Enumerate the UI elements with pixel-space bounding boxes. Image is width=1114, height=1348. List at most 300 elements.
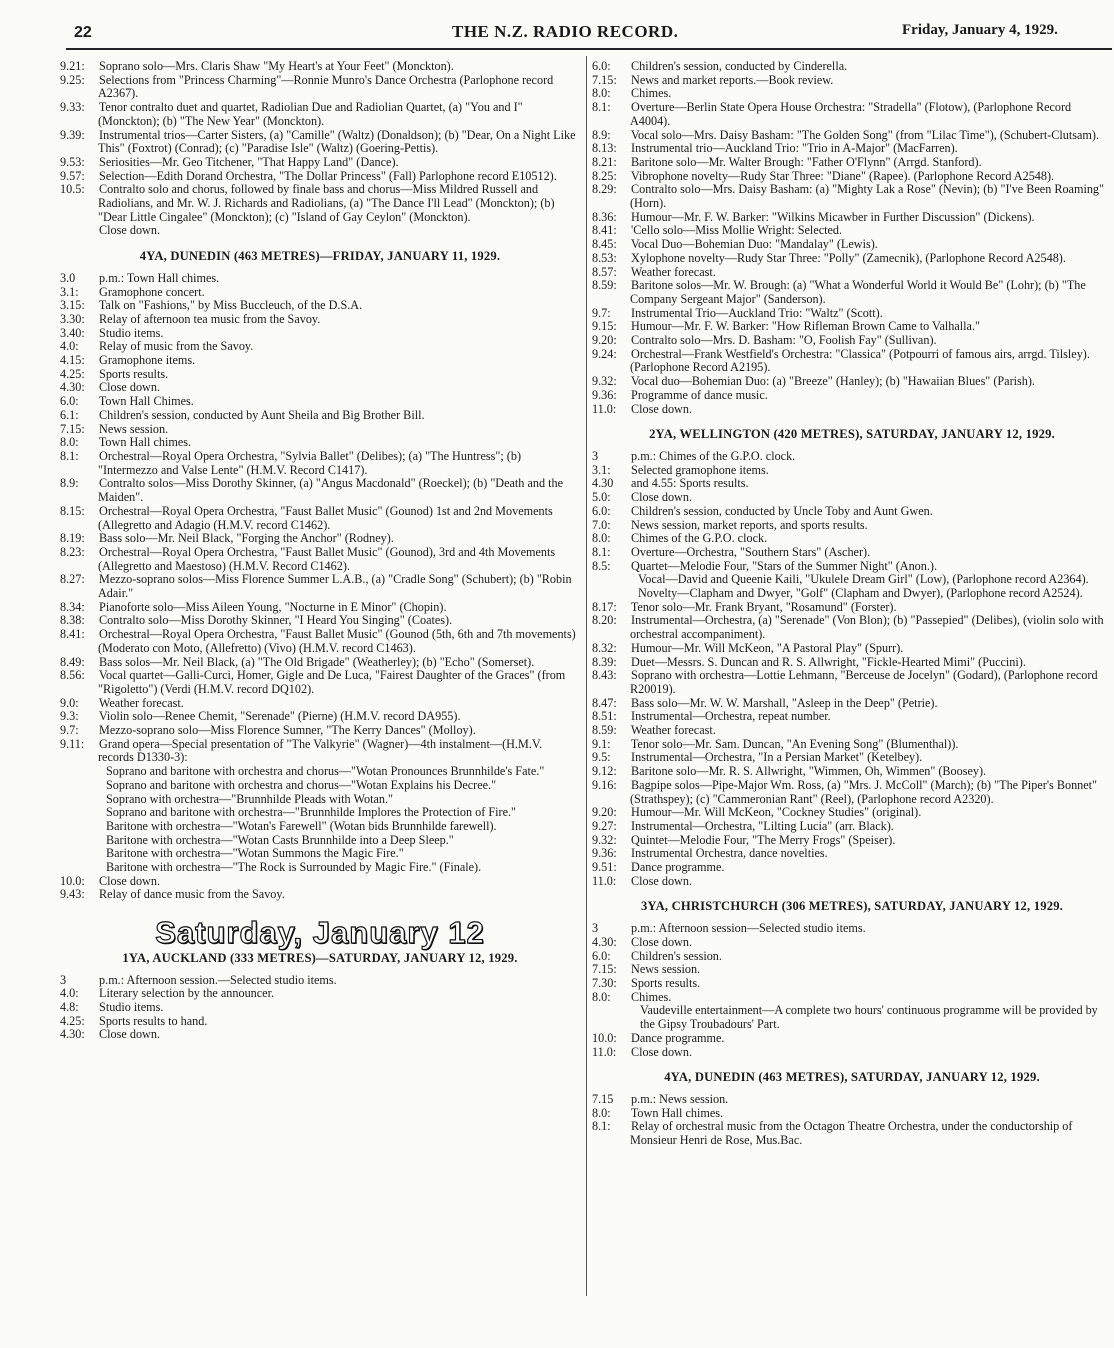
entry-time: 4.30: bbox=[60, 380, 85, 395]
entry-text: Selected gramophone items. bbox=[631, 462, 769, 477]
entry-text: Orchestral—Frank Westfield's Orchestra: "Classica" (Potpourri of famous airs, arrgd. Tilsley). (Parlophone Record A2195). bbox=[630, 346, 1090, 375]
entry-text: Chimes. bbox=[631, 989, 672, 1004]
programme-entry bbox=[60, 340, 580, 354]
entry-time: 9.20: bbox=[592, 805, 617, 820]
programme-entry bbox=[592, 129, 1112, 143]
programme-entry bbox=[60, 1001, 580, 1015]
entry-text: Contralto solo—Mrs. Daisy Basham: (a) "Mighty Lak a Rose" (Nevin); (b) "I've Been Roaming" (Horn). bbox=[630, 182, 1104, 211]
entry-time: 9.36: bbox=[592, 387, 617, 402]
programme-entry bbox=[592, 477, 1112, 491]
entry-text: Humour—Mr. Will McKeon, "A Pastoral Play" (Spurr). bbox=[631, 640, 904, 655]
entry-text: Contralto solo—Miss Dorothy Skinner, "I Heard You Singing" (Coates). bbox=[99, 613, 453, 628]
programme-entry bbox=[592, 1093, 1112, 1107]
entry-time: 5.0: bbox=[592, 490, 611, 505]
programme-entry bbox=[60, 156, 580, 170]
entry-time: 4.30: bbox=[60, 1027, 85, 1042]
entry-time: 4.15: bbox=[60, 353, 85, 368]
entry-time: 8.1: bbox=[592, 100, 611, 115]
programme-entry bbox=[592, 950, 1112, 964]
programme-entry bbox=[592, 252, 1112, 266]
entry-time: 8.19: bbox=[60, 531, 85, 546]
entry-time: 9.7: bbox=[592, 305, 611, 320]
programme-entry bbox=[60, 409, 580, 423]
entry-text: Soprano solo—Mrs. Claris Shaw "My Heart's at Your Feet" (Monckton). bbox=[99, 59, 454, 73]
programme-entry bbox=[60, 313, 580, 327]
programme-entry bbox=[592, 87, 1112, 101]
programme-entry bbox=[60, 60, 580, 74]
entry-text: Close down. bbox=[99, 380, 160, 395]
programme-entry bbox=[60, 505, 580, 532]
programme-entry bbox=[60, 327, 580, 341]
entry-time: 7.15: bbox=[592, 72, 617, 87]
entry-text: Close down. bbox=[631, 934, 692, 949]
entry-text: Vibrophone novelty—Rudy Star Three: "Diane" (Rapee). (Parlophone Record A2548). bbox=[630, 168, 1055, 183]
entry-time: 8.15: bbox=[60, 503, 85, 518]
programme-entry bbox=[592, 546, 1112, 560]
entry-text: Instrumental—Orchestra, (a) "Serenade" (Von Blon); (b) "Passepied" (Delibes), (violin solo with orchestral accompaniment). bbox=[630, 613, 1104, 642]
entry-text: Orchestral—Royal Opera Orchestra, "Faust Ballet Music" (Gounod (5th, 6th and 7th movements) (Moderato con Moto, (Allefretto) (Vivo) (H.M.V. record C1463). bbox=[98, 627, 576, 655]
entry-text: Vocal Duo—Bohemian Duo: "Mandalay" (Lewis). bbox=[630, 237, 878, 252]
entry-time: 8.59: bbox=[592, 723, 617, 738]
entry-text: Weather forecast. bbox=[630, 264, 716, 279]
programme-entry bbox=[60, 129, 580, 156]
programme-entry bbox=[60, 423, 580, 437]
sub-entry: Baritone with orchestra—"Wotan Casts Brunnhilde into a Deep Sleep." bbox=[106, 832, 454, 847]
entry-text: Sports results. bbox=[99, 366, 169, 381]
page-header bbox=[0, 0, 1114, 46]
entry-time: 4.30 bbox=[592, 476, 614, 491]
entry-text: Children's session, conducted by Cinderella. bbox=[631, 59, 848, 73]
entry-time: 8.41: bbox=[60, 627, 85, 642]
entry-time: 11.0: bbox=[592, 873, 617, 888]
programme-entry bbox=[592, 710, 1112, 724]
entry-text: Close down. bbox=[631, 1044, 692, 1059]
entry-text: News session, market reports, and sports results. bbox=[631, 517, 868, 532]
entry-time: 9.24: bbox=[592, 346, 617, 361]
programme-entry bbox=[592, 156, 1112, 170]
entry-text: Children's session. bbox=[631, 948, 722, 963]
left-column bbox=[60, 60, 580, 1042]
programme-list bbox=[60, 60, 580, 238]
programme-entry bbox=[592, 375, 1112, 389]
entry-text: Mezzo-soprano solos—Miss Florence Summer L.A.B., (a) "Cradle Song" (Schubert); (b) "Robin Adair." bbox=[98, 572, 572, 601]
quartet-items bbox=[592, 573, 1112, 600]
programme-list bbox=[592, 450, 1112, 573]
entry-time: 8.1: bbox=[60, 448, 79, 463]
programme-entry bbox=[592, 861, 1112, 875]
entry-time: 9.1: bbox=[592, 736, 611, 751]
programme-entry bbox=[592, 320, 1112, 334]
entry-time: 9.53: bbox=[60, 154, 85, 169]
entry-text: News session. bbox=[631, 962, 701, 977]
entry-time: 9.32: bbox=[592, 374, 617, 389]
entry-text: Chimes. bbox=[631, 86, 672, 101]
entry-text: Town Hall chimes. bbox=[630, 1105, 724, 1120]
entry-text: Children's session, conducted by Uncle Toby and Aunt Gwen. bbox=[631, 503, 933, 518]
entry-text: Tenor solo—Mr. Sam. Duncan, "An Evening Song" (Blumenthal)). bbox=[630, 736, 959, 751]
entry-time: 7.15 bbox=[592, 1091, 614, 1106]
day-heading: Saturday, January 12 bbox=[155, 915, 485, 951]
programme-entry bbox=[592, 834, 1112, 848]
entry-time: 7.15: bbox=[60, 421, 85, 436]
entry-time: 8.27: bbox=[60, 572, 85, 587]
entry-text: Contralto solo and chorus, followed by finale bass and chorus—Miss Mildred Russell and Radiolians, and Mr. W. J. Richards and Radiolians, (a) "The Dance I'll Lead" (Monckton); (b) "Dear Little Cingalee" (Monckton); (c) "Island of Gay Ceylon" (Monckton). bbox=[98, 182, 555, 224]
station-heading: 4YA, DUNEDIN (463 METRES)—FRIDAY, JANUARY 11, 1929. bbox=[139, 249, 501, 264]
entry-text: Talk on "Fashions," by Miss Buccleuch, of the D.S.A. bbox=[98, 298, 363, 313]
entry-text: Relay of afternoon tea music from the Savoy. bbox=[99, 311, 321, 326]
header-rule bbox=[66, 48, 1112, 50]
entry-time: 6.0: bbox=[592, 503, 611, 518]
programme-entry bbox=[592, 751, 1112, 765]
sub-entry: Novelty—Clapham and Dwyer, "Golf" (Clapham and Dwyer), (Parlophone record A2524). bbox=[638, 586, 1083, 601]
programme-entry bbox=[60, 974, 580, 988]
entry-text: Baritone solo—Mr. R. S. Allwright, "Wimmen, Oh, Wimmen" (Boosey). bbox=[631, 764, 987, 779]
entry-text: Tenor solo—Mr. Frank Bryant, "Rosamund" (Forster). bbox=[630, 599, 897, 614]
programme-entry bbox=[60, 601, 580, 615]
programme-list bbox=[592, 1093, 1112, 1148]
entry-text: Contralto solo—Mrs. D. Basham: "O, Foolish Fay" (Sullivan). bbox=[631, 333, 937, 348]
entry-text: Orchestral—Royal Opera Orchestra, "Faust Ballet Music" (Gounod) 1st and 2nd Movements (Allegretto and Adagio (H.M.V. record C1462). bbox=[98, 503, 553, 532]
programme-entry bbox=[60, 477, 580, 504]
opera-items bbox=[60, 765, 580, 875]
entry-text: Close down. bbox=[99, 1027, 160, 1042]
entry-time: 9.51: bbox=[592, 860, 617, 875]
entry-text: Quintet—Melodie Four, "The Merry Frogs" (Speiser). bbox=[631, 832, 896, 847]
programme-entry bbox=[60, 710, 580, 724]
programme-entry bbox=[60, 450, 580, 477]
entry-time: 11.0: bbox=[592, 401, 617, 416]
station-heading: 2YA, WELLINGTON (420 METRES), SATURDAY, JANUARY 12, 1929. bbox=[649, 427, 1055, 442]
entry-time: 8.39: bbox=[592, 654, 617, 669]
entry-text: Overture—Orchestra, "Southern Stars" (Ascher). bbox=[631, 544, 871, 559]
programme-list bbox=[592, 60, 1112, 416]
entry-text: Dance programme. bbox=[631, 860, 725, 875]
entry-text: Weather forecast. bbox=[98, 695, 184, 710]
entry-time: 8.57: bbox=[592, 264, 617, 279]
entry-text: Humour—Mr. F. W. Barker: "Wilkins Micawber in Further Discussion" (Dickens). bbox=[631, 209, 1035, 224]
entry-text: Instrumental Trio—Auckland Trio: "Waltz" (Scott). bbox=[631, 305, 883, 320]
entry-time: 8.38: bbox=[60, 613, 85, 628]
programme-entry bbox=[60, 573, 580, 600]
programme-entry bbox=[592, 806, 1112, 820]
programme-entry bbox=[592, 491, 1112, 505]
programme-entry bbox=[60, 183, 580, 224]
entry-time: 3.15: bbox=[60, 298, 85, 313]
entry-text: Soprano with orchestra—Lottie Lehmann, "Berceuse de Jocelyn" (Godard), (Parlophone record R20019). bbox=[630, 668, 1098, 696]
entry-text: Seriosities—Mr. Geo Titchener, "That Happy Land" (Dance). bbox=[99, 154, 399, 169]
entry-text: p.m.: Afternoon session.—Selected studio items. bbox=[99, 972, 337, 987]
vaudeville-note: Vaudeville entertainment—A complete two hours' continuous programme will be provided by the Gipsy Troubadours' Part. bbox=[640, 1003, 1098, 1032]
entry-text: and 4.55: Sports results. bbox=[631, 476, 749, 491]
entry-text: Baritone solo—Mr. Walter Brough: "Father O'Flynn" (Arrgd. Stanford). bbox=[631, 154, 982, 169]
entry-time: 7.30: bbox=[592, 976, 617, 990]
programme-entry bbox=[60, 987, 580, 1001]
entry-text: Quartet—Melodie Four, "Stars of the Summer Night" (Anon.). bbox=[631, 558, 938, 573]
entry-time: 9.12: bbox=[592, 764, 617, 779]
programme-entry bbox=[592, 403, 1112, 417]
entry-time: 9.3: bbox=[60, 709, 79, 724]
entry-time: 9.20: bbox=[592, 333, 617, 348]
sub-entry: Vocal—David and Queenie Kaili, "Ukulele Dream Girl" (Low), (Parlophone record A2364). bbox=[638, 572, 1089, 587]
entry-time: 8.36: bbox=[592, 209, 617, 224]
entry-text: p.m.: Town Hall chimes. bbox=[99, 270, 220, 285]
entry-text: Studio items. bbox=[99, 325, 164, 340]
entry-text: Programme of dance music. bbox=[631, 387, 768, 402]
entry-text: Relay of orchestral music from the Octagon Theatre Orchestra, under the conductorship of Monsieur Henri de Rose, Mus.Bac. bbox=[630, 1119, 1073, 1148]
programme-entry bbox=[60, 224, 580, 238]
programme-list bbox=[60, 875, 580, 902]
entry-text: Selection—Edith Dorand Orchestra, "The Dollar Princess" (Fall) Parlophone record E10512). bbox=[99, 168, 557, 183]
entry-time: 8.1: bbox=[592, 1119, 611, 1134]
entry-text: Relay of dance music from the Savoy. bbox=[99, 887, 285, 902]
programme-entry bbox=[60, 395, 580, 409]
entry-time: 9.43: bbox=[60, 887, 85, 902]
programme-entry bbox=[592, 505, 1112, 519]
programme-entry bbox=[60, 272, 580, 286]
programme-entry bbox=[60, 299, 580, 313]
entry-text: Duet—Messrs. S. Duncan and R. S. Allwright, "Fickle-Hearted Mimi" (Puccini). bbox=[631, 654, 1026, 669]
programme-entry bbox=[60, 875, 580, 889]
entry-text: Children's session, conducted by Aunt Sheila and Big Brother Bill. bbox=[99, 407, 425, 422]
entry-text: Instrumental—Orchestra, "In a Persian Market" (Ketelbey). bbox=[631, 750, 923, 765]
entry-time: 8.23: bbox=[60, 544, 85, 559]
programme-entry bbox=[592, 464, 1112, 478]
entry-time: 8.5: bbox=[592, 558, 611, 573]
programme-entry bbox=[592, 847, 1112, 861]
entry-text: Selections from "Princess Charming"—Ronnie Munro's Dance Orchestra (Parlophone record A2367). bbox=[98, 72, 554, 101]
entry-time: 8.47: bbox=[592, 695, 617, 710]
programme-entry bbox=[592, 977, 1112, 991]
entry-text: Close down. bbox=[631, 490, 692, 505]
entry-time: 3.0 bbox=[60, 270, 76, 285]
entry-time: 8.25: bbox=[592, 168, 617, 183]
programme-list bbox=[592, 1032, 1112, 1059]
entry-text: Orchestral—Royal Opera Orchestra, "Faust Ballet Music" (Gounod), 3rd and 4th Movements (Allegretto and Maestoso) (H.M.V. Record C1462). bbox=[98, 544, 556, 573]
entry-text: Bagpipe solos—Pipe-Major Wm. Ross, (a) "Mrs. J. McColl" (March); (b) "The Piper's Bonnet" (Strathspey); (c) "Cammeronian Rant" (Reel), (Parlophone record A2320). bbox=[630, 777, 1098, 806]
entry-time: 8.0: bbox=[60, 435, 79, 450]
entry-text: Sports results to hand. bbox=[99, 1013, 208, 1028]
programme-entry bbox=[592, 875, 1112, 889]
entry-text: Vocal solo—Mrs. Daisy Basham: "The Golden Song" (from "Lilac Time"), (Schubert-Clutsam). bbox=[630, 127, 1100, 142]
programme-entry bbox=[60, 1015, 580, 1029]
entry-time: 9.39: bbox=[60, 127, 85, 142]
programme-entry bbox=[592, 936, 1112, 950]
station-heading: 3YA, CHRISTCHURCH (306 METRES), SATURDAY, JANUARY 12, 1929. bbox=[640, 899, 1064, 914]
entry-text: News and market reports.—Book review. bbox=[631, 72, 834, 87]
programme-entry bbox=[592, 60, 1112, 74]
entry-time: 4.30: bbox=[592, 934, 617, 949]
entry-time: 9.0: bbox=[60, 695, 79, 710]
station-heading: 4YA, DUNEDIN (463 METRES), SATURDAY, JANUARY 12, 1929. bbox=[664, 1070, 1040, 1085]
programme-entry bbox=[60, 436, 580, 450]
entry-text: Close down. bbox=[99, 873, 160, 888]
entry-text: Instrumental trio—Auckland Trio: "Trio in A-Major" (MacFarren). bbox=[631, 141, 958, 156]
programme-entry bbox=[592, 238, 1112, 252]
programme-entry bbox=[592, 963, 1112, 977]
entry-time: 4.0: bbox=[60, 986, 79, 1001]
entry-text: Pianoforte solo—Miss Aileen Young, "Nocturne in E Minor" (Chopin). bbox=[99, 599, 447, 614]
programme-entry bbox=[592, 519, 1112, 533]
programme-entry bbox=[592, 922, 1112, 936]
entry-text: Dance programme. bbox=[631, 1030, 725, 1045]
programme-entry bbox=[592, 532, 1112, 546]
programme-entry bbox=[60, 724, 580, 738]
entry-text: Close down. bbox=[99, 223, 160, 238]
entry-time: 3 bbox=[60, 972, 67, 987]
entry-text: Close down. bbox=[631, 873, 692, 888]
sub-entry: Baritone with orchestra—"Wotan's Farewell" (Wotan bids Brunnhilde farewell). bbox=[106, 818, 497, 833]
programme-entry bbox=[60, 546, 580, 573]
entry-time: 3 bbox=[592, 921, 599, 936]
programme-entry bbox=[592, 450, 1112, 464]
programme-entry bbox=[592, 279, 1112, 306]
entry-time: 3.30: bbox=[60, 311, 85, 326]
entry-time: 8.13: bbox=[592, 141, 617, 156]
programme-entry bbox=[60, 354, 580, 368]
programme-entry bbox=[592, 389, 1112, 403]
entry-time: 8.51: bbox=[592, 709, 617, 724]
entry-text: Gramophone concert. bbox=[99, 284, 205, 299]
programme-entry bbox=[60, 697, 580, 711]
programme-entry bbox=[592, 724, 1112, 738]
entry-text: Chimes of the G.P.O. clock. bbox=[631, 531, 768, 546]
issue-date: Friday, January 4, 1929. bbox=[902, 22, 1058, 38]
entry-time: 7.0: bbox=[592, 517, 611, 532]
programme-entry bbox=[60, 381, 580, 395]
sub-entry: Baritone with orchestra—"The Rock is Surrounded by Magic Fire." (Finale). bbox=[106, 860, 482, 875]
programme-entry bbox=[592, 101, 1112, 128]
programme-entry bbox=[60, 170, 580, 184]
entry-time: 9.32: bbox=[592, 832, 617, 847]
programme-entry bbox=[60, 286, 580, 300]
station-heading: 1YA, AUCKLAND (333 METRES)—SATURDAY, JANUARY 12, 1929. bbox=[122, 950, 518, 965]
column-divider bbox=[586, 56, 587, 1296]
sub-entry: Soprano with orchestra—"Brunnhilde Pleads with Wotan." bbox=[106, 791, 393, 806]
programme-entry bbox=[592, 820, 1112, 834]
programme-entry bbox=[592, 1120, 1112, 1147]
entry-time: 3.1: bbox=[60, 284, 79, 299]
programme-entry bbox=[592, 738, 1112, 752]
entry-time: 8.53: bbox=[592, 250, 617, 265]
entry-text: Gramophone items. bbox=[99, 353, 196, 368]
entry-time: 10.5: bbox=[60, 182, 85, 197]
entry-text: Xylophone novelty—Rudy Star Three: "Polly" (Zamecnik), (Parlophone Record A2548). bbox=[631, 250, 1066, 265]
sub-entry: Baritone with orchestra—"Wotan Summons the Magic Fire." bbox=[106, 846, 404, 861]
programme-entry bbox=[60, 368, 580, 382]
entry-time: 4.8: bbox=[60, 1000, 79, 1014]
programme-entry bbox=[592, 348, 1112, 375]
entry-text: Mezzo-soprano solo—Miss Florence Sumner, "The Kerry Dances" (Molloy). bbox=[99, 723, 476, 738]
entry-text: Vocal duo—Bohemian Duo: (a) "Breeze" (Hanley); (b) "Hawaiian Blues" (Parish). bbox=[630, 374, 1035, 389]
programme-entry bbox=[60, 1028, 580, 1042]
entry-text: Overture—Berlin State Opera House Orchestra: "Stradella" (Flotow), (Parlophone Record A4004). bbox=[630, 100, 1072, 128]
entry-time: 8.0: bbox=[592, 531, 611, 546]
entry-time: 8.34: bbox=[60, 599, 85, 614]
programme-entry bbox=[592, 142, 1112, 156]
entry-text: Grand opera—Special presentation of "The Valkyrie" (Wagner)—4th instalment—(H.M.V. records D1330-3): bbox=[98, 736, 543, 765]
entry-time: 8.21: bbox=[592, 154, 617, 169]
programme-entry bbox=[592, 642, 1112, 656]
entry-time: 3 bbox=[592, 448, 599, 463]
entry-time: 8.32: bbox=[592, 640, 617, 655]
programme-entry bbox=[60, 888, 580, 902]
entry-time: 6.1: bbox=[60, 407, 79, 422]
entry-time: 8.0: bbox=[592, 1105, 611, 1120]
sub-entry: Soprano and baritone with orchestra and chorus—"Wotan Pronounces Brunnhilde's Fate." bbox=[106, 764, 545, 779]
entry-time: 9.33: bbox=[60, 100, 85, 115]
entry-time: 4.0: bbox=[60, 339, 79, 354]
entry-time: 10.0: bbox=[592, 1030, 617, 1045]
entry-time: 6.0: bbox=[60, 394, 79, 409]
entry-time: 9.36: bbox=[592, 846, 617, 861]
programme-entry bbox=[592, 765, 1112, 779]
entry-text: Town Hall Chimes. bbox=[98, 394, 194, 409]
entry-text: Bass solo—Mr. Neil Black, "Forging the Anchor" (Rodney). bbox=[99, 531, 394, 546]
programme-list bbox=[592, 601, 1112, 889]
programme-entry bbox=[60, 628, 580, 655]
entry-time: 8.49: bbox=[60, 654, 85, 669]
page-number: 22 bbox=[74, 24, 92, 41]
entry-time: 8.17: bbox=[592, 599, 617, 614]
programme-entry bbox=[592, 334, 1112, 348]
entry-text: Weather forecast. bbox=[630, 723, 716, 738]
entry-text: Bass solos—Mr. Neil Black, (a) "The Old Brigade" (Weatherley); (b) "Echo" (Somerset). bbox=[99, 654, 535, 669]
programme-entry bbox=[592, 211, 1112, 225]
entry-text: Instrumental Orchestra, dance novelties. bbox=[631, 846, 828, 861]
programme-entry bbox=[592, 601, 1112, 615]
entry-time: 8.41: bbox=[592, 223, 617, 238]
programme-entry bbox=[592, 307, 1112, 321]
entry-time: 8.0: bbox=[592, 989, 611, 1004]
sub-entry: Soprano and baritone with orchestra and chorus—"Wotan Explains his Decree." bbox=[106, 777, 497, 792]
entry-text: Bass solo—Mr. W. W. Marshall, "Asleep in the Deep" (Petrie). bbox=[631, 695, 938, 710]
entry-text: Baritone solos—Mr. W. Brough: (a) "What a Wonderful World it Would Be" (Lohr); (b) "The Company Sergeant Major" (Sanderson). bbox=[630, 278, 1086, 306]
programme-entry bbox=[592, 560, 1112, 574]
programme-entry bbox=[592, 266, 1112, 280]
entry-time: 3.1: bbox=[592, 462, 611, 477]
sub-entry: Soprano and baritone with orchestra—"Brunnhilde Implores the Protection of Fire." bbox=[106, 805, 517, 820]
programme-entry bbox=[592, 224, 1112, 238]
entry-text: Instrumental—Orchestra, "Lilting Lucia" (arr. Black). bbox=[631, 818, 894, 833]
entry-time: 9.16: bbox=[592, 777, 617, 792]
programme-entry bbox=[592, 74, 1112, 88]
entry-time: 9.27: bbox=[592, 818, 617, 833]
entry-time: 10.0: bbox=[60, 873, 85, 888]
entry-time: 8.59: bbox=[592, 278, 617, 293]
entry-time: 8.1: bbox=[592, 544, 611, 559]
entry-text: Relay of music from the Savoy. bbox=[99, 339, 254, 354]
programme-entry bbox=[592, 1032, 1112, 1046]
programme-entry bbox=[592, 183, 1112, 210]
entry-time: 9.7: bbox=[60, 723, 79, 738]
entry-text: Instrumental—Orchestra, repeat number. bbox=[631, 709, 831, 724]
programme-entry bbox=[60, 74, 580, 101]
programme-entry bbox=[592, 1046, 1112, 1060]
entry-time: 8.43: bbox=[592, 668, 617, 683]
entry-text: Town Hall chimes. bbox=[98, 435, 192, 450]
programme-entry bbox=[60, 738, 580, 765]
entry-time: 11.0: bbox=[592, 1044, 617, 1059]
right-column bbox=[592, 60, 1112, 1148]
entry-time: 9.21: bbox=[60, 59, 85, 73]
entry-time: 8.20: bbox=[592, 613, 617, 628]
programme-entry bbox=[60, 532, 580, 546]
entry-time: 9.25: bbox=[60, 72, 85, 87]
entry-time: 9.5: bbox=[592, 750, 611, 765]
programme-entry bbox=[592, 991, 1112, 1005]
entry-text: p.m.: Chimes of the G.P.O. clock. bbox=[631, 448, 796, 463]
entry-text: Humour—Mr. F. W. Barker: "How Rifleman Brown Came to Valhalla." bbox=[631, 319, 980, 334]
